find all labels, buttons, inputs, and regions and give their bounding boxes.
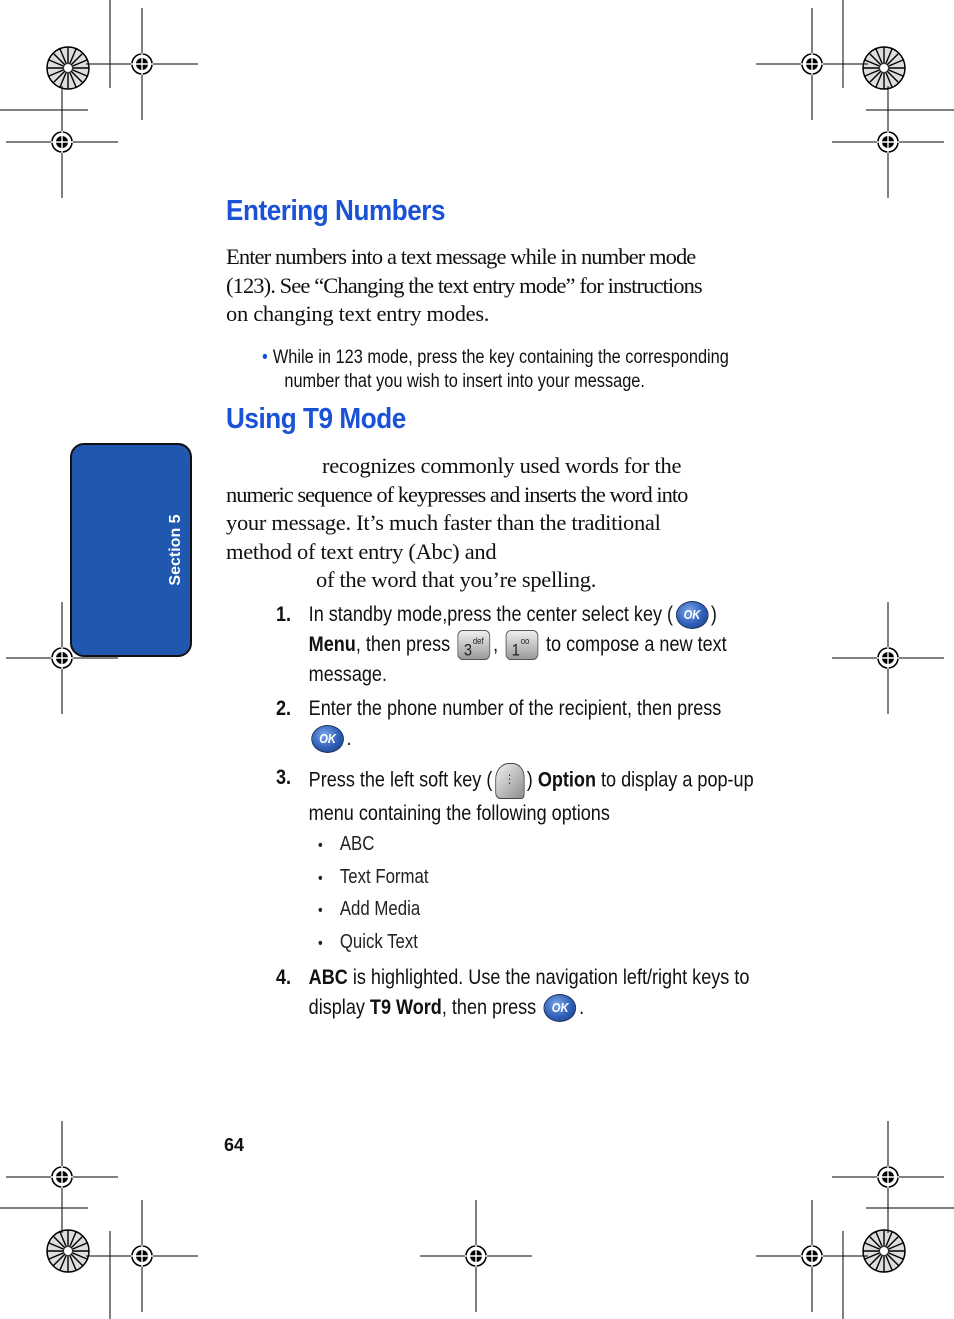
- heading-using-t9-mode: Using T9 Mode: [226, 403, 406, 435]
- step-number: 2.: [276, 697, 292, 720]
- step-text: , then press: [441, 996, 537, 1019]
- t9-paragraph: [226, 452, 806, 595]
- options-list: [318, 828, 429, 958]
- step-text: ): [710, 603, 717, 626]
- menu-label: Menu: [308, 633, 356, 656]
- step-text: .: [579, 996, 585, 1019]
- option-text: Quick Text: [339, 930, 418, 953]
- heading-entering-numbers: Entering Numbers: [226, 195, 446, 227]
- step-number: 1.: [276, 603, 292, 626]
- paragraph-line: of the word that you’re spelling.: [316, 567, 597, 592]
- bullet-dot: •: [318, 837, 323, 854]
- bullet-dot: •: [318, 934, 323, 952]
- option-text: ABC: [339, 833, 375, 855]
- key-digit: 1: [511, 641, 520, 661]
- key-digit: 3: [463, 641, 472, 661]
- step-text: Press the left soft key (: [308, 768, 493, 792]
- ok-key-icon: OK: [676, 601, 709, 629]
- step-text: menu containing the following options: [308, 802, 610, 825]
- step-body: [276, 963, 809, 1023]
- paragraph-line: numeric sequence of keypresses and inserts the word into: [226, 481, 688, 507]
- paragraph-line: Enter numbers into a text message while in number mode: [226, 244, 696, 269]
- section-tab-label: Section 5: [167, 514, 184, 586]
- option-text: Text Format: [339, 865, 429, 888]
- step-1: [276, 600, 809, 690]
- list-item: [318, 893, 429, 926]
- step-3: [276, 763, 809, 829]
- list-item: [318, 926, 429, 959]
- key-letters: def: [472, 636, 484, 647]
- entering-numbers-paragraph: [226, 243, 806, 329]
- key-1-icon: [506, 630, 539, 660]
- step-text: to display a pop-up: [601, 768, 754, 792]
- step-body: [276, 694, 809, 754]
- step-text: , then press: [355, 633, 451, 656]
- paragraph-line: on changing text entry modes.: [226, 301, 490, 326]
- step-4: [276, 963, 809, 1023]
- ok-key-icon: OK: [311, 725, 344, 753]
- step-text: ): [526, 768, 533, 792]
- step-2: [276, 694, 809, 754]
- bullet-dot: •: [318, 902, 323, 919]
- step-text: is highlighted. Use the navigation left/right keys to: [352, 966, 750, 989]
- left-soft-key-icon: ⋮: [495, 763, 524, 799]
- step-text: In standby mode,press the center select key (: [308, 603, 674, 626]
- key-3-icon: [458, 630, 491, 660]
- bullet-dot: •: [318, 869, 323, 887]
- step-text: display: [308, 996, 365, 1019]
- paragraph-line: recognizes commonly used words for the: [322, 453, 682, 478]
- step-text: Enter the phone number of the recipient, then press: [308, 697, 722, 720]
- step-text: message.: [308, 663, 387, 687]
- abc-label: ABC: [308, 966, 348, 989]
- key-letters: oo: [520, 636, 530, 647]
- page-number: 64: [224, 1135, 245, 1155]
- paragraph-line: (123). See “Changing the text entry mode” for instructions: [226, 272, 702, 298]
- tip-bullet: [262, 346, 795, 394]
- step-number: 3.: [276, 766, 292, 789]
- step-body: [276, 600, 809, 690]
- option-label: Option: [537, 768, 597, 792]
- tip-text: number that you wish to insert into your message.: [284, 371, 645, 392]
- option-text: Add Media: [339, 898, 421, 920]
- step-text: .: [346, 727, 352, 750]
- tip-text: While in 123 mode, press the key containing the corresponding: [272, 347, 729, 368]
- step-body: [276, 763, 809, 829]
- paragraph-line: method of text entry (Abc) and: [226, 538, 497, 564]
- paragraph-line: your message. It’s much faster than the traditional: [226, 510, 661, 535]
- list-item: [318, 828, 429, 861]
- step-text: to compose a new text: [545, 633, 727, 656]
- step-text: ,: [493, 633, 499, 656]
- ok-key-icon: OK: [544, 994, 577, 1022]
- bullet-dot: •: [262, 347, 268, 368]
- t9-word-label: T9 Word: [369, 996, 442, 1019]
- step-number: 4.: [276, 966, 292, 989]
- list-item: [318, 861, 429, 894]
